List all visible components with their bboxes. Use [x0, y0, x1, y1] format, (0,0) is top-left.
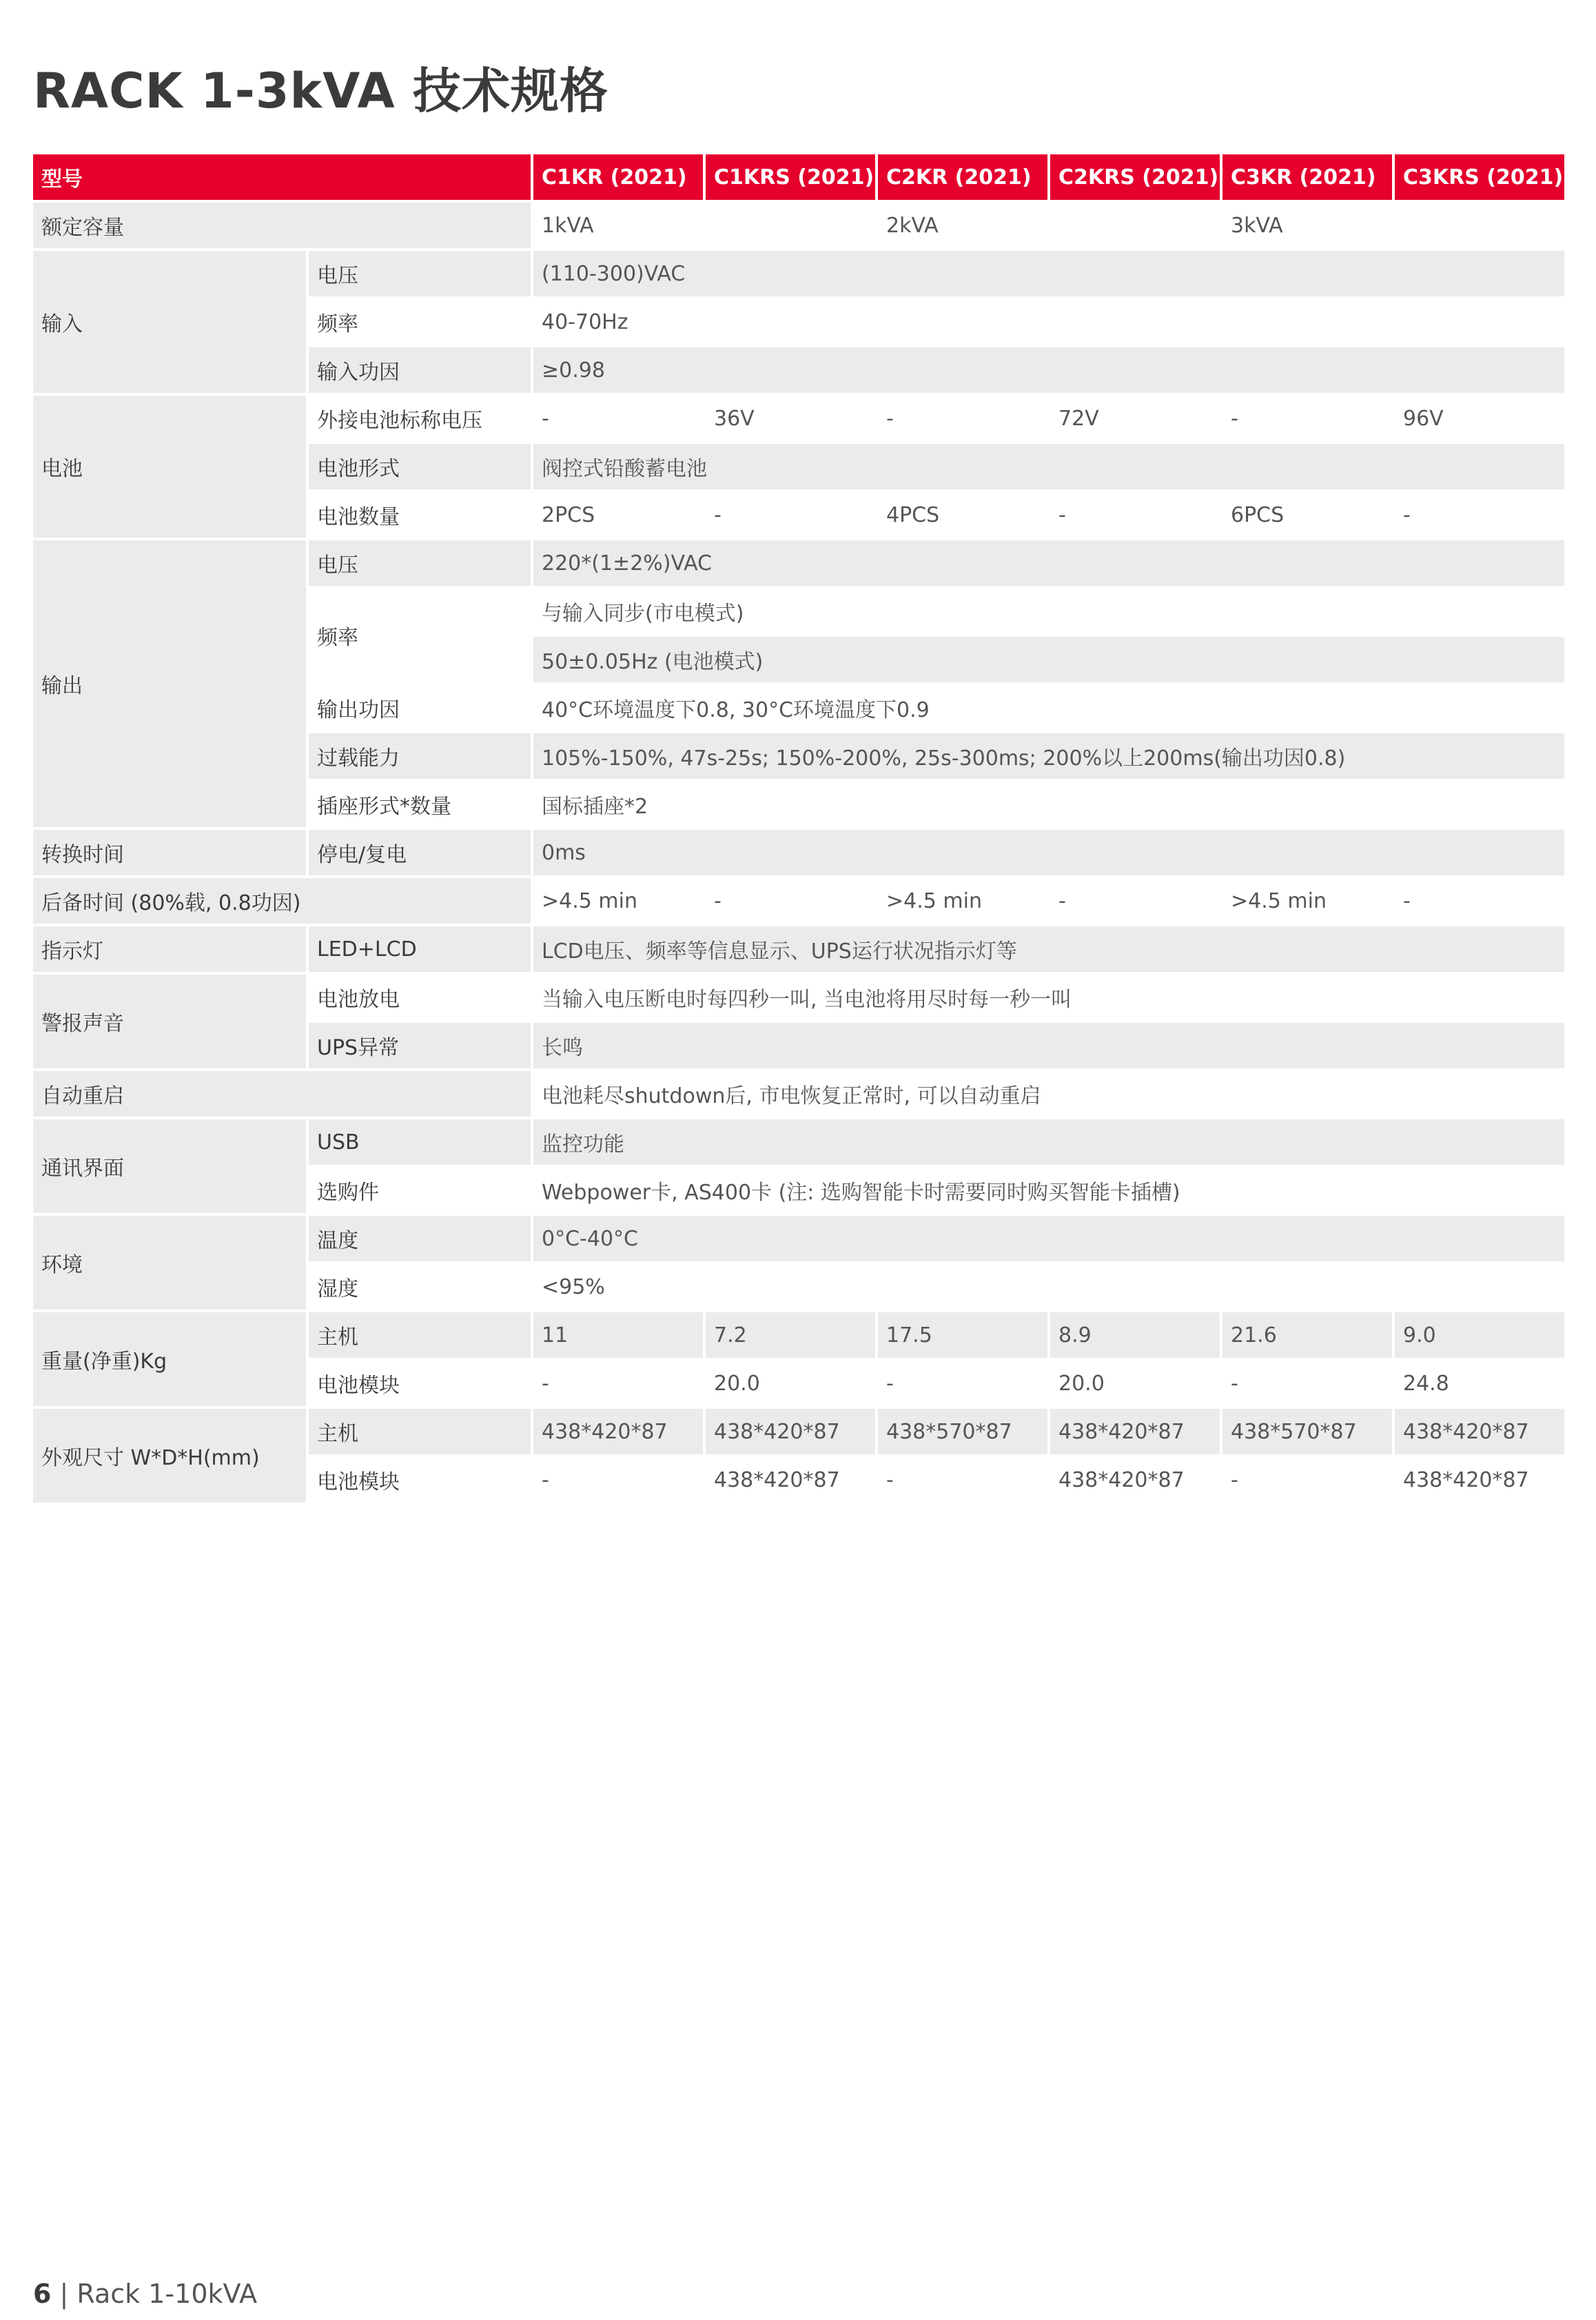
cell-value: >4.5 min — [1231, 888, 1327, 913]
row-category: 警报声音 — [33, 975, 306, 1068]
cell-value: 4PCS — [886, 502, 940, 527]
cell-value: - — [714, 502, 722, 527]
cell-value: - — [542, 406, 549, 431]
cell-value: 96V — [1403, 406, 1444, 431]
row-sublabel: 电池模块 — [317, 1374, 400, 1398]
table-row — [33, 396, 1564, 441]
header-model: C1KR (2021) — [533, 154, 703, 200]
row-sublabel: 电池数量 — [317, 505, 400, 529]
cell-value: >4.5 min — [542, 888, 637, 913]
cell-value: 220*(1±2%)VAC — [533, 540, 1564, 586]
cell-value: 电池耗尽shutdown后, 市电恢复正常时, 可以自动重启 — [542, 1084, 1041, 1108]
row-sublabel: 主机 — [309, 1409, 531, 1454]
table-row — [33, 926, 1564, 972]
cell-value: (110-300)VAC — [533, 251, 1564, 296]
cell-value: - — [1231, 1371, 1238, 1396]
cell-value: 7.2 — [706, 1312, 875, 1358]
cell-value: 438*420*87 — [714, 1467, 840, 1492]
page-number: 6 — [33, 2279, 52, 2309]
table-row — [33, 1312, 1564, 1358]
row-sublabel: 电池放电 — [317, 988, 400, 1012]
cell-value: 0ms — [533, 830, 1564, 875]
row-label: 额定容量 — [33, 203, 531, 248]
page-footer — [33, 2279, 257, 2309]
cell-value: >4.5 min — [886, 888, 982, 913]
row-category: 转换时间 — [33, 830, 306, 875]
row-sublabel: UPS异常 — [309, 1023, 531, 1068]
cell-value: 438*570*87 — [878, 1409, 1047, 1454]
cell-value: 长鸣 — [533, 1023, 1564, 1068]
cell-value: 0°C-40°C — [533, 1216, 1564, 1261]
cell-value: ≥0.98 — [533, 347, 1564, 393]
row-sublabel: 插座形式*数量 — [317, 795, 451, 819]
cell-value: 40-70Hz — [542, 309, 628, 334]
cell-value: 监控功能 — [533, 1119, 1564, 1165]
row-sublabel: 输出功因 — [317, 698, 400, 722]
row-sublabel: 温度 — [309, 1216, 531, 1261]
cell-value: - — [886, 406, 894, 431]
row-sublabel: 外接电池标称电压 — [317, 409, 482, 433]
table-row — [33, 1071, 1564, 1117]
footer-separator: | — [51, 2279, 77, 2309]
cell-value: 2kVA — [886, 213, 939, 238]
header-model: C3KRS (2021) — [1395, 154, 1564, 200]
row-category: 电池 — [33, 396, 306, 538]
spec-table — [30, 152, 1567, 1505]
header-model: C2KRS (2021) — [1050, 154, 1220, 200]
cell-value: 50±0.05Hz (电池模式) — [533, 637, 1564, 682]
cell-value: - — [1403, 502, 1411, 527]
table-row — [33, 1119, 1564, 1165]
row-sublabel: 频率 — [309, 589, 531, 682]
cell-value: 当输入电压断电时每四秒一叫, 当电池将用尽时每一秒一叫 — [542, 988, 1072, 1012]
cell-value: 72V — [1058, 406, 1099, 431]
cell-value: - — [886, 1371, 894, 1396]
row-label: 后备时间 (80%载, 0.8功因) — [33, 878, 531, 924]
header-row — [33, 154, 1564, 200]
row-sublabel: 电池模块 — [317, 1470, 400, 1494]
cell-value: - — [886, 1467, 894, 1492]
row-sublabel: 电池形式 — [309, 444, 531, 489]
cell-value: - — [714, 888, 722, 913]
footer-text: Rack 1-10kVA — [76, 2279, 258, 2309]
row-sublabel: 电压 — [309, 251, 531, 296]
cell-value: - — [542, 1371, 549, 1396]
cell-value: 8.9 — [1050, 1312, 1220, 1358]
row-sublabel: 湿度 — [317, 1277, 358, 1301]
cell-value: 438*420*87 — [1395, 1409, 1564, 1454]
row-sublabel: 过载能力 — [309, 733, 531, 779]
row-category: 外观尺寸 W*D*H(mm) — [33, 1409, 306, 1503]
table-row — [33, 830, 1564, 875]
row-category: 通讯界面 — [33, 1119, 306, 1213]
cell-value: <95% — [542, 1274, 605, 1299]
table-row — [33, 1409, 1564, 1454]
page-title: RACK 1-3kVA 技术规格 — [33, 63, 609, 119]
cell-value: 20.0 — [714, 1371, 760, 1396]
row-category: 输出 — [33, 540, 306, 827]
header-model: C3KR (2021) — [1222, 154, 1392, 200]
cell-value: 6PCS — [1231, 502, 1285, 527]
table-row — [33, 540, 1564, 586]
row-category: 输入 — [33, 251, 306, 393]
cell-value: 国标插座*2 — [542, 795, 648, 819]
row-category: 重量(净重)Kg — [33, 1312, 306, 1406]
table-row — [33, 975, 1564, 1020]
cell-value: 与输入同步(市电模式) — [542, 602, 744, 626]
row-sublabel: 频率 — [317, 312, 358, 336]
table-row — [33, 878, 1564, 924]
header-model-label: 型号 — [33, 154, 531, 200]
table-row — [33, 1216, 1564, 1261]
cell-value: - — [1231, 1467, 1238, 1492]
cell-value: 438*570*87 — [1222, 1409, 1392, 1454]
cell-value: 3kVA — [1231, 213, 1283, 238]
row-sublabel: 停电/复电 — [309, 830, 531, 875]
row-category: 环境 — [33, 1216, 306, 1310]
cell-value: - — [1058, 502, 1066, 527]
cell-value: 438*420*87 — [1050, 1409, 1220, 1454]
cell-value: 9.0 — [1395, 1312, 1564, 1358]
header-model: C2KR (2021) — [878, 154, 1047, 200]
cell-value: 24.8 — [1403, 1371, 1449, 1396]
row-category: 指示灯 — [33, 926, 306, 972]
row-label: 自动重启 — [33, 1071, 531, 1117]
row-sublabel: 输入功因 — [309, 347, 531, 393]
cell-value: 11 — [533, 1312, 703, 1358]
cell-value: 438*420*87 — [1403, 1467, 1529, 1492]
table-row — [33, 203, 1564, 248]
cell-value: 17.5 — [878, 1312, 1047, 1358]
cell-value: Webpower卡, AS400卡 (注: 选购智能卡时需要同时购买智能卡插槽) — [542, 1181, 1180, 1205]
cell-value: - — [1403, 888, 1411, 913]
cell-value: 438*420*87 — [1058, 1467, 1185, 1492]
row-sublabel: LED+LCD — [309, 926, 531, 972]
cell-value: 36V — [714, 406, 755, 431]
row-sublabel: 主机 — [309, 1312, 531, 1358]
cell-value: LCD电压、频率等信息显示、UPS运行状况指示灯等 — [533, 926, 1564, 972]
row-sublabel: USB — [309, 1119, 531, 1165]
header-model: C1KRS (2021) — [706, 154, 875, 200]
cell-value: 105%-150%, 47s-25s; 150%-200%, 25s-300ms; 200%以上200ms(输出功因0.8) — [533, 733, 1564, 779]
cell-value: - — [1058, 888, 1066, 913]
cell-value: 20.0 — [1058, 1371, 1105, 1396]
cell-value: 438*420*87 — [706, 1409, 875, 1454]
cell-value: 1kVA — [542, 213, 594, 238]
cell-value: 438*420*87 — [533, 1409, 703, 1454]
row-sublabel: 选购件 — [317, 1181, 379, 1205]
cell-value: 40°C环境温度下0.8, 30°C环境温度下0.9 — [542, 698, 930, 722]
table-row — [33, 251, 1564, 296]
cell-value: - — [542, 1467, 549, 1492]
cell-value: 21.6 — [1222, 1312, 1392, 1358]
row-sublabel: 电压 — [309, 540, 531, 586]
cell-value: - — [1231, 406, 1238, 431]
cell-value: 阀控式铅酸蓄电池 — [533, 444, 1564, 489]
cell-value: 2PCS — [542, 502, 595, 527]
